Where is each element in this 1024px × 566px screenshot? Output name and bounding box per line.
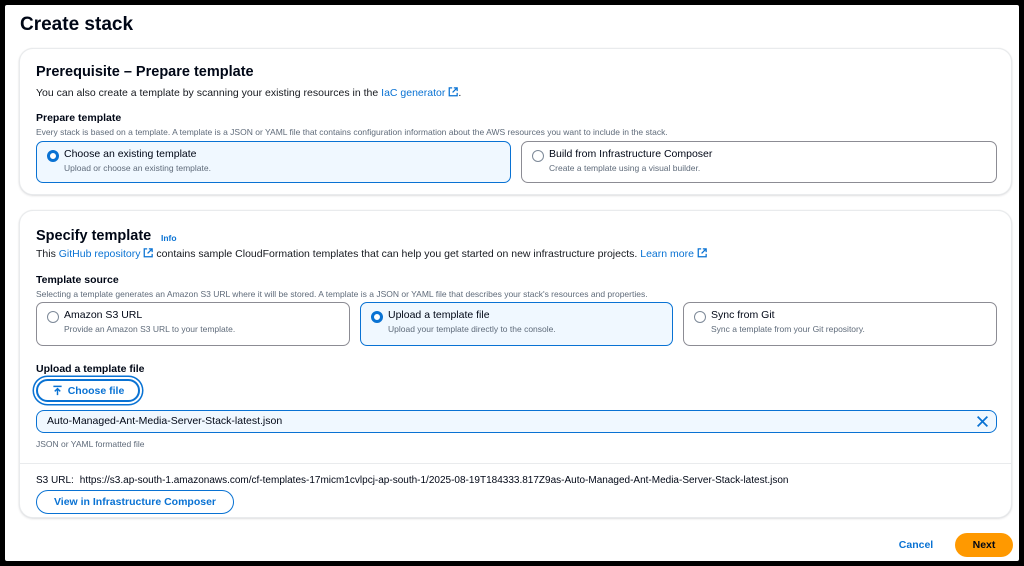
prerequisite-heading: Prerequisite – Prepare template (36, 64, 254, 80)
source-upload-template-file[interactable] (360, 302, 673, 346)
specify-desc-start: This (36, 248, 56, 260)
learn-more-link[interactable] (640, 248, 707, 260)
github-repository-link[interactable] (59, 248, 154, 260)
iac-generator-link-label: IaC generator (381, 87, 446, 99)
template-source-hint: Selecting a template generates an Amazon S3 URL where it will be stored. A template is a JSON or YAML file that describes your stack's resources and properties. (36, 289, 648, 299)
iac-generator-link[interactable] (381, 87, 458, 99)
radio-unselected[interactable] (532, 150, 544, 162)
external-link-icon (448, 87, 458, 97)
specify-template-panel (19, 210, 1012, 518)
cancel-button[interactable]: Cancel (889, 535, 943, 555)
s3-url-value: https://s3.ap-south-1.amazonaws.com/cf-templates-17micm1cvlpcj-ap-south-1/2025-08-19T184333.817Z9as-Auto-Managed-Ant-Media-Server-Stack-latest.json (79, 475, 789, 486)
option-title: Upload a template file (388, 309, 490, 321)
github-repository-link-label: GitHub repository (58, 248, 141, 260)
option-build-from-composer[interactable] (521, 141, 997, 183)
prerequisite-desc-end: . (458, 87, 462, 99)
option-subtitle: Upload or choose an existing template. (64, 163, 211, 173)
template-source-label: Template source (36, 274, 119, 286)
option-title: Choose an existing template (64, 148, 197, 160)
option-choose-existing-template[interactable] (36, 141, 511, 183)
external-link-icon (697, 248, 707, 258)
choose-file-label: Choose file (67, 384, 125, 397)
radio-unselected[interactable] (47, 311, 59, 323)
prerequisite-description (36, 87, 461, 99)
view-in-composer-button[interactable]: View in Infrastructure Composer (36, 490, 234, 514)
option-title: Sync from Git (711, 309, 775, 321)
prepare-template-label: Prepare template (36, 112, 122, 124)
option-title: Amazon S3 URL (64, 309, 143, 321)
radio-selected[interactable] (47, 150, 59, 162)
info-link[interactable]: Info (161, 233, 177, 243)
option-subtitle: Upload your template directly to the console. (388, 324, 556, 334)
specify-template-heading: Specify template (36, 228, 152, 244)
file-format-hint: JSON or YAML formatted file (36, 439, 145, 449)
selected-file-field (36, 410, 997, 433)
option-subtitle: Create a template using a visual builder. (549, 163, 701, 173)
learn-more-link-label: Learn more (640, 248, 694, 260)
divider (20, 463, 1011, 464)
prerequisite-panel (19, 48, 1012, 195)
radio-selected[interactable] (371, 311, 383, 323)
upload-template-label: Upload a template file (36, 363, 145, 375)
specify-desc-middle: contains sample CloudFormation templates that can help you get started on new infrastructure projects. (156, 248, 638, 260)
selected-file-name: Auto-Managed-Ant-Media-Server-Stack-latest.json (47, 415, 283, 427)
option-subtitle: Provide an Amazon S3 URL to your template. (64, 324, 236, 334)
upload-arrow-icon (52, 385, 63, 396)
app-window (5, 5, 1019, 561)
close-icon[interactable] (976, 415, 989, 428)
prerequisite-desc-text: You can also create a template by scanning your existing resources in the (36, 87, 379, 99)
option-subtitle: Sync a template from your Git repository. (711, 324, 865, 334)
source-sync-from-git[interactable] (683, 302, 997, 346)
next-button[interactable]: Next (955, 533, 1013, 557)
external-link-icon (143, 248, 153, 258)
prepare-template-hint: Every stack is based on a template. A template is a JSON or YAML file that contains configuration information about the AWS resources you want to include in the stack. (36, 127, 668, 137)
specify-description (36, 248, 707, 260)
source-amazon-s3-url[interactable] (36, 302, 350, 346)
s3-url-row (36, 475, 788, 486)
option-title: Build from Infrastructure Composer (549, 148, 713, 160)
choose-file-button[interactable] (36, 379, 140, 402)
s3-url-label: S3 URL: (36, 475, 74, 486)
page-title: Create stack (20, 14, 134, 35)
radio-unselected[interactable] (694, 311, 706, 323)
